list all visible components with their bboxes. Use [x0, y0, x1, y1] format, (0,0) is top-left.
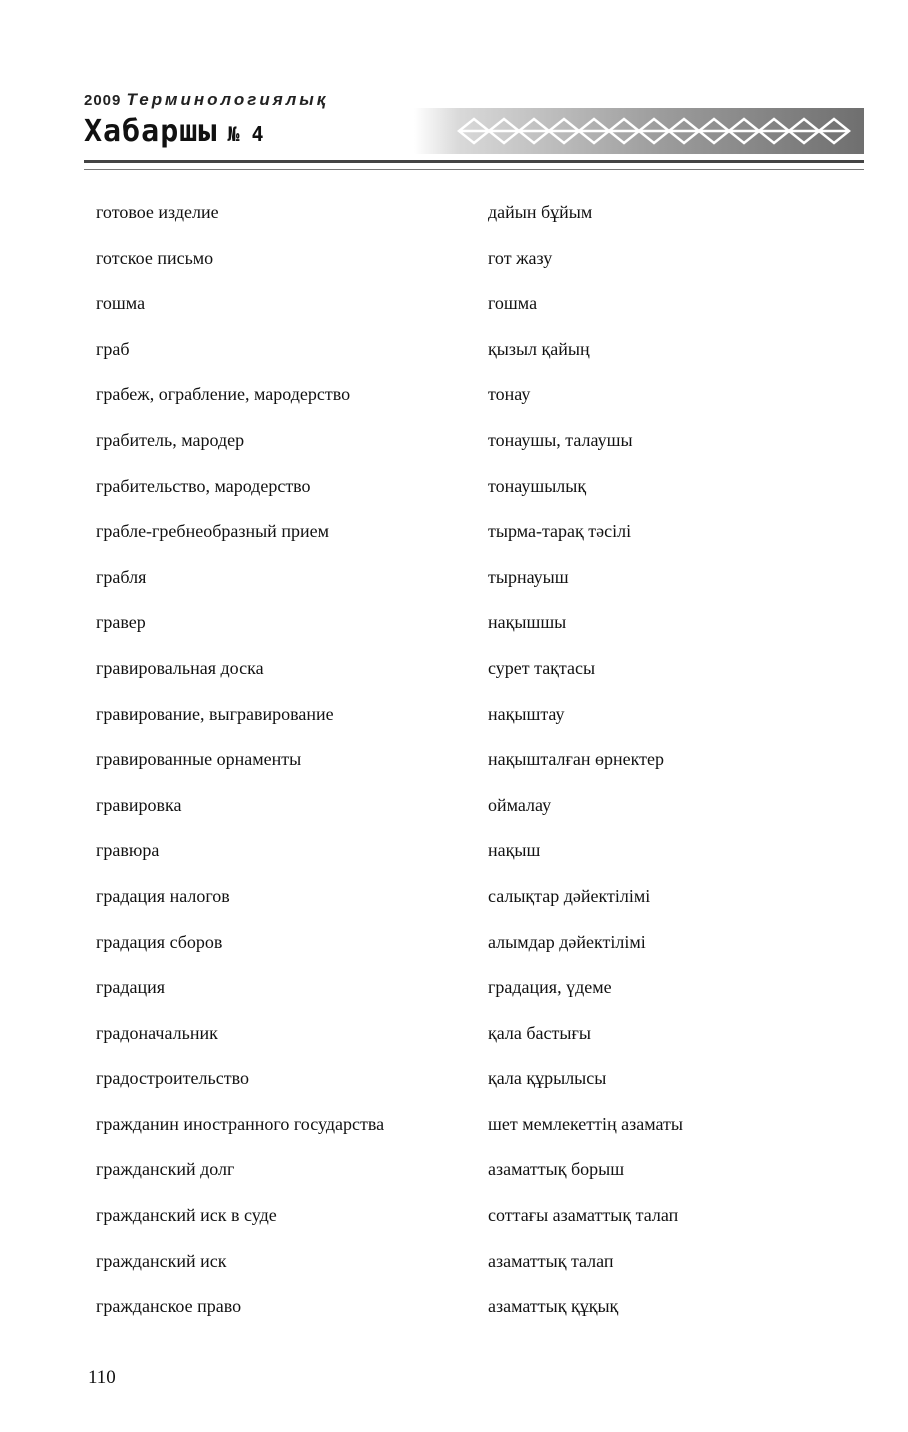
kazakh-term: салықтар дәйектілімі: [488, 885, 651, 906]
russian-term: градоначальник: [96, 1022, 218, 1043]
glossary-entry: [96, 1157, 796, 1203]
header-ornament-band: [414, 108, 864, 154]
glossary-entry: [96, 428, 796, 474]
kazakh-term: қала құрылысы: [488, 1068, 607, 1089]
glossary-entry: [96, 747, 796, 793]
header-rule-thin: [84, 169, 864, 170]
kazakh-term: нақыш: [488, 840, 541, 861]
glossary-entry: [96, 930, 796, 976]
russian-term: готское письмо: [96, 247, 214, 268]
russian-term: градация: [96, 977, 166, 998]
glossary-entry: [96, 975, 796, 1021]
kazakh-term: қала бастығы: [488, 1022, 591, 1043]
russian-term: готовое изделие: [96, 202, 219, 222]
russian-term: гравирование, выгравирование: [96, 703, 334, 724]
kazakh-term: азаматтық талап: [488, 1250, 614, 1271]
russian-term: грабительство, мародерство: [96, 475, 311, 496]
ornament-pattern: [454, 113, 854, 149]
glossary-entry: [96, 1112, 796, 1158]
glossary-entry: [96, 1021, 796, 1067]
header-year: 2009: [84, 92, 122, 109]
kazakh-term: тонау: [488, 384, 531, 405]
kazakh-term: қызыл қайың: [488, 338, 590, 359]
kazakh-term: шет мемлекеттің азаматы: [488, 1113, 683, 1134]
russian-term: градация налогов: [96, 885, 230, 906]
glossary-entry: [96, 1066, 796, 1112]
glossary-entry: [96, 246, 796, 292]
header-title-block: [84, 114, 264, 149]
glossary-entry: [96, 291, 796, 337]
kazakh-term: алымдар дәйектілімі: [488, 931, 646, 952]
kazakh-term: нақыштау: [488, 703, 565, 724]
glossary-entry: [96, 565, 796, 611]
kazakh-term: сурет тақтасы: [488, 657, 596, 678]
kazakh-term: нақышшы: [488, 612, 567, 633]
glossary-entry: [96, 474, 796, 520]
glossary-entry: [96, 838, 796, 884]
glossary-entry: [96, 519, 796, 565]
kazakh-term: тырма-тарақ тәсілі: [488, 521, 632, 542]
header-rule-thick: [84, 160, 864, 163]
russian-term: гравированные орнаменты: [96, 749, 302, 770]
russian-term: грабеж, ограбление, мародерство: [96, 384, 351, 405]
kazakh-term: гот жазу: [488, 247, 553, 268]
russian-term: гражданский иск в суде: [96, 1205, 277, 1226]
header-title: Хабаршы: [84, 114, 218, 149]
glossary-entry: [96, 884, 796, 930]
russian-term: гравировальная доска: [96, 657, 264, 678]
russian-term: гражданский долг: [96, 1159, 235, 1180]
russian-term: гравировка: [96, 794, 182, 815]
russian-term: грабитель, мародер: [96, 429, 245, 450]
kazakh-term: тонаушылық: [488, 475, 587, 496]
glossary-entry: [96, 1203, 796, 1249]
header-subtitle: [84, 90, 328, 110]
glossary-entry: [96, 382, 796, 428]
page-number: 110: [88, 1367, 116, 1388]
kazakh-term: тонаушы, талаушы: [488, 429, 633, 450]
glossary-entry: [96, 793, 796, 839]
glossary-entry: [96, 610, 796, 656]
russian-term: гошма: [96, 293, 146, 314]
glossary-entry: [96, 702, 796, 748]
russian-term: гражданский иск: [96, 1250, 227, 1271]
page-header: [84, 88, 864, 184]
kazakh-term: тырнауыш: [488, 566, 569, 587]
glossary-list: [96, 200, 796, 1340]
kazakh-term: нақышталған өрнектер: [488, 749, 665, 770]
russian-term: граб: [96, 338, 130, 359]
glossary-entry: [96, 337, 796, 383]
glossary-entry: [96, 1249, 796, 1295]
kazakh-term: азаматтық құқық: [488, 1296, 619, 1317]
glossary-entry: [96, 1294, 796, 1340]
header-issue: № 4: [227, 122, 264, 146]
russian-term: грабля: [96, 566, 147, 587]
russian-term: гравюра: [96, 840, 160, 861]
russian-term: градостроительство: [96, 1068, 249, 1089]
kazakh-term: гошма: [488, 293, 538, 314]
russian-term: грабле-гребнеобразный прием: [96, 521, 329, 542]
kazakh-term: дайын бұйым: [488, 202, 593, 222]
russian-term: гравер: [96, 612, 146, 633]
glossary-entry: [96, 656, 796, 702]
russian-term: гражданин иностранного государства: [96, 1113, 385, 1134]
kazakh-term: азаматтық борыш: [488, 1159, 625, 1180]
header-series: Терминологиялық: [126, 90, 329, 109]
kazakh-term: соттағы азаматтық талап: [488, 1205, 679, 1226]
kazakh-term: градация, үдеме: [488, 977, 612, 998]
kazakh-term: оймалау: [488, 794, 552, 815]
russian-term: гражданское право: [96, 1296, 242, 1317]
russian-term: градация сборов: [96, 931, 223, 952]
glossary-entry: [96, 200, 796, 246]
